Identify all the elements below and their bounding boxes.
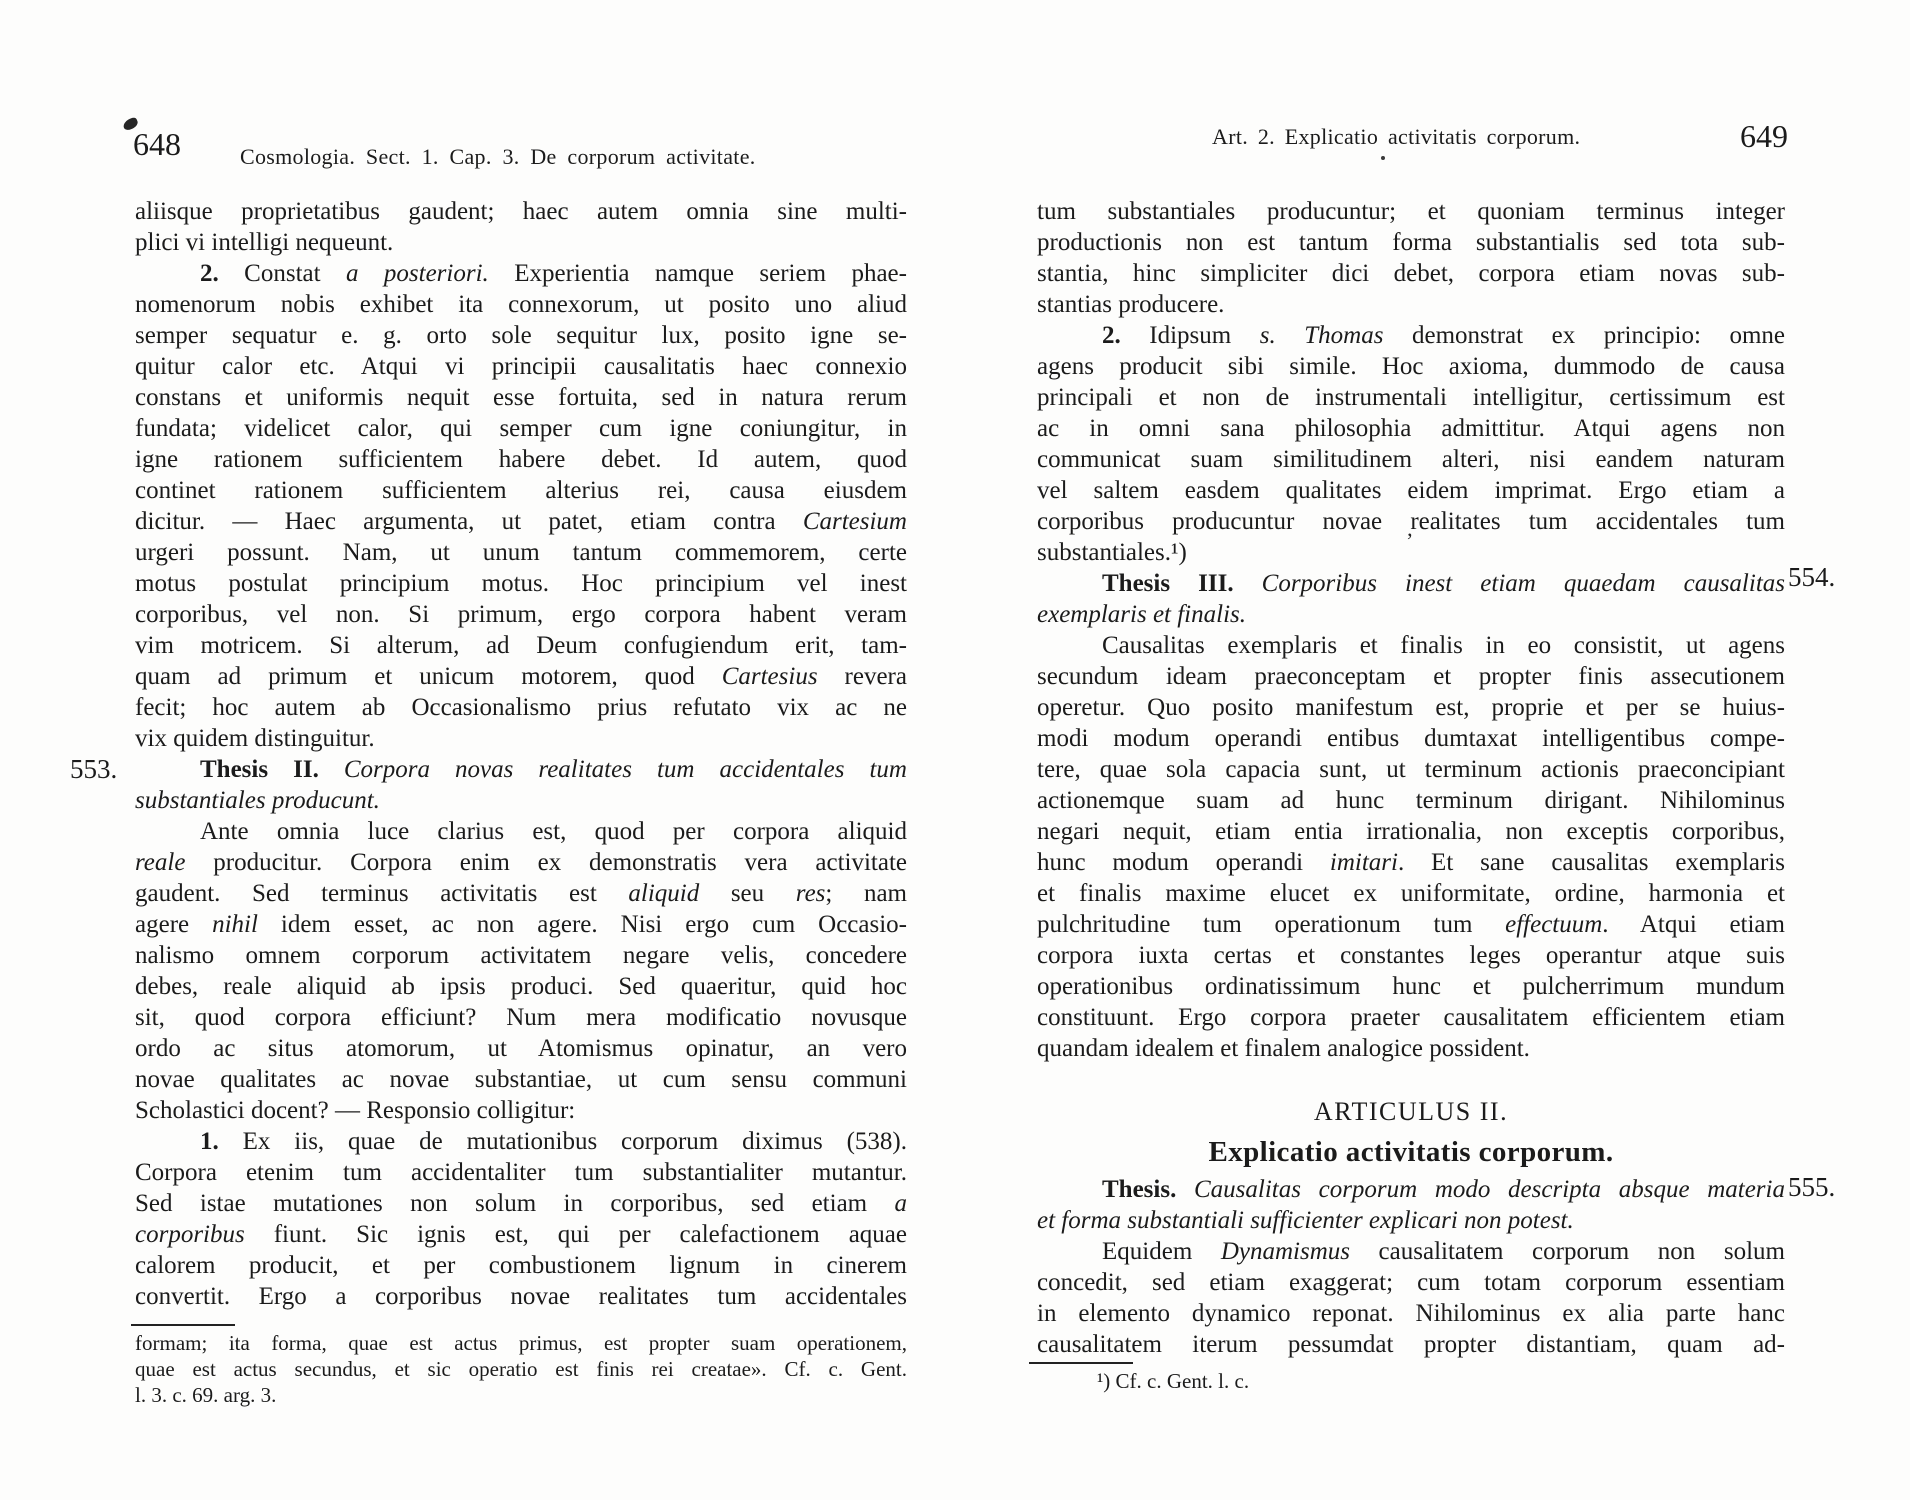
text-segment: Thesis III. — [1102, 570, 1262, 597]
text-segment: in elemento dynamico reponat. Nihilominus ex alia parte hanc — [1037, 1300, 1785, 1327]
text-segment: fiunt. Sic ignis est, qui per calefactionem aquae — [244, 1221, 907, 1248]
text-line — [135, 1356, 907, 1382]
text-segment: Experientia namque seriem phae- — [488, 260, 907, 287]
text-line — [1037, 444, 1785, 475]
margin-thesis-number-555: 555. — [1788, 1172, 1836, 1202]
text-segment: nalismo omnem corporum activitatem negare velis, concedere — [135, 942, 907, 969]
text-segment: ordo ac situs atomorum, ut Atomismus opinatur, an vero — [135, 1035, 907, 1062]
text-segment: modi modum operandi entibus dumtaxat intelligentibus compe- — [1037, 725, 1785, 752]
text-segment: seu — [699, 880, 796, 907]
right-page-column — [1037, 196, 1785, 1394]
text-line — [135, 1382, 907, 1408]
text-segment: exemplaris et finalis. — [1037, 601, 1246, 628]
text-segment: a posteriori. — [345, 260, 489, 287]
text-line — [1037, 1368, 1785, 1394]
text-segment: agens producit sibi simile. Hoc axioma, dummodo de causa — [1037, 353, 1785, 380]
text-line — [135, 444, 907, 475]
text-line — [1037, 196, 1785, 227]
text-line — [135, 909, 907, 940]
text-line — [135, 1002, 907, 1033]
text-segment: plici vi intelligi nequeunt. — [135, 229, 394, 256]
text-segment: vix quidem distinguitur. — [135, 725, 375, 752]
text-line — [1037, 785, 1785, 816]
footnote-rule-left — [131, 1324, 235, 1326]
text-line — [135, 754, 907, 785]
text-line — [1037, 723, 1785, 754]
text-segment: res — [795, 880, 826, 907]
text-line — [1037, 847, 1785, 878]
text-segment: negari nequit, etiam entia irrationalia, non exceptis corporibus, — [1037, 818, 1785, 845]
text-line — [1037, 661, 1785, 692]
text-segment: 2. — [200, 260, 245, 287]
text-line — [135, 816, 907, 847]
text-segment: Idipsum — [1149, 322, 1260, 349]
text-segment: calorem producit, et per combustionem lignum in cinerem — [135, 1252, 907, 1279]
text-line — [135, 847, 907, 878]
text-segment: nomenorum nobis exhibet ita connexorum, ut posito uno aliud — [135, 291, 907, 318]
text-segment: 2. — [1102, 322, 1150, 349]
text-line — [135, 785, 907, 816]
text-segment: quitur calor etc. Atqui vi principii causalitatis haec connexio — [135, 353, 907, 380]
text-segment: stantias producere. — [1037, 291, 1225, 318]
text-segment: ac in omni sana philosophia admittitur. Atqui agens non — [1037, 415, 1785, 442]
left-page-column — [135, 196, 907, 1408]
text-line — [135, 599, 907, 630]
text-segment: urgeri possunt. Nam, ut unum tantum commemorem, certe — [135, 539, 907, 566]
text-segment: Corpora etenim tum accidentaliter tum substantialiter mutantur. — [135, 1159, 907, 1186]
text-segment: causalitatem iterum pessumdat propter distantiam, quam ad- — [1037, 1331, 1785, 1358]
text-line — [135, 1250, 907, 1281]
footnote-right — [1037, 1368, 1785, 1394]
text-line — [135, 196, 907, 227]
text-line — [135, 227, 907, 258]
page-number-right: 649 — [1740, 118, 1788, 154]
text-line — [1037, 289, 1785, 320]
text-segment: sit, quod corpora efficiunt? Num mera modificatio novusque — [135, 1004, 907, 1031]
article-heading: ARTICULUS II. — [1313, 1097, 1509, 1126]
text-line — [1037, 971, 1785, 1002]
right-body-text — [1037, 196, 1785, 1360]
text-segment: Causalitas corporum modo descripta absque materia — [1193, 1176, 1785, 1203]
text-segment: quam ad primum et unicum motorem, quod — [135, 663, 722, 690]
text-line — [1037, 1267, 1785, 1298]
text-segment: corporibus, vel non. Si primum, ergo corpora habent veram — [135, 601, 907, 628]
text-line — [1037, 1329, 1785, 1360]
text-line — [1037, 816, 1785, 847]
text-segment: Corpora novas realitates tum accidentales tum — [343, 756, 907, 783]
text-line — [135, 1126, 907, 1157]
text-segment: . Atqui etiam — [1602, 911, 1785, 938]
text-line — [1037, 568, 1785, 599]
text-line — [135, 258, 907, 289]
text-line — [135, 723, 907, 754]
text-line — [1037, 940, 1785, 971]
text-segment: et finalis maxime elucet ex uniformitate, ordine, harmonia et — [1037, 880, 1785, 907]
text-line — [135, 289, 907, 320]
text-segment: agere — [135, 911, 213, 938]
text-line — [135, 661, 907, 692]
text-segment: aliisque proprietatibus gaudent; haec autem omnia sine multi- — [135, 198, 907, 225]
text-segment: gaudent. Sed terminus activitatis est — [135, 880, 629, 907]
text-segment: Constat — [244, 260, 346, 287]
running-header-left: Cosmologia. Sect. 1. Cap. 3. De corporum activitate. — [240, 144, 756, 169]
text-segment: Thesis II. — [200, 756, 344, 783]
text-segment: substantiales producunt. — [135, 787, 380, 814]
text-segment: tere, quae sola capacia sunt, ut terminum actionis praeconcipiant — [1037, 756, 1785, 783]
text-segment: stantia, hinc simpliciter dici debet, corpora etiam novas sub- — [1037, 260, 1785, 287]
text-line — [135, 1281, 907, 1312]
text-line — [1037, 692, 1785, 723]
text-segment: quandam idealem et finalem analogice possident. — [1037, 1035, 1530, 1062]
footnote-rule-right — [1029, 1362, 1133, 1364]
left-body-text — [135, 196, 907, 1312]
page-number-left: 648 — [133, 126, 181, 162]
text-line — [1037, 630, 1785, 661]
text-line — [135, 537, 907, 568]
text-segment: Causalitas exemplaris et finalis in eo consistit, ut agens — [1102, 632, 1785, 659]
text-segment: convertit. Ergo a corporibus novae realitates tum accidentales — [135, 1283, 907, 1310]
text-segment: Ante omnia luce clarius est, quod per corpora aliquid — [200, 818, 907, 845]
text-line — [1037, 227, 1785, 258]
text-segment: continet rationem sufficientem alterius rei, causa eiusdem — [135, 477, 907, 504]
text-segment: s. Thomas — [1259, 322, 1384, 349]
text-segment: constituunt. Ergo corpora praeter causalitatem efficientem etiam — [1037, 1004, 1785, 1031]
text-line — [135, 382, 907, 413]
text-segment: producitur. Corpora enim ex demonstratis vera activitate — [185, 849, 907, 876]
text-line — [135, 568, 907, 599]
text-segment: fundata; videlicet calor, qui semper cum igne coniungitur, in — [135, 415, 907, 442]
text-line — [1037, 382, 1785, 413]
text-line — [135, 630, 907, 661]
text-segment: communicat suam similitudinem alteri, nisi eandem naturam — [1037, 446, 1785, 473]
text-segment: quae est actus secundus, et sic operatio est finis rei creatae». Cf. c. Gent. — [135, 1357, 907, 1381]
text-segment: causalitatem corporum non solum — [1350, 1238, 1785, 1265]
text-segment: fecit; hoc autem ab Occasionalismo prius refutato vix ac ne — [135, 694, 907, 721]
text-line — [135, 1033, 907, 1064]
text-line — [135, 413, 907, 444]
text-segment: actionemque suam ad hunc terminum dirigant. Nihilominus — [1037, 787, 1785, 814]
text-segment: vel saltem easdem qualitates eidem imprimat. Ergo etiam a — [1037, 477, 1785, 504]
text-line — [1037, 413, 1785, 444]
text-line — [135, 692, 907, 723]
text-segment: aliquid — [628, 880, 700, 907]
text-line — [1037, 1174, 1785, 1205]
text-segment: Corporibus inest etiam quaedam causalitas — [1261, 570, 1785, 597]
text-segment: . Et sane causalitas exemplaris — [1397, 849, 1786, 876]
text-segment: tum substantiales producuntur; et quoniam terminus integer — [1037, 198, 1785, 225]
text-line — [1037, 258, 1785, 289]
text-segment: substantiales.¹) — [1037, 539, 1187, 566]
margin-thesis-number-554: 554. — [1788, 562, 1836, 592]
text-line — [135, 1064, 907, 1095]
text-line — [135, 506, 907, 537]
stray-dot-mark — [1381, 156, 1385, 160]
text-segment: operetur. Quo posito manifestum est, proprie et per se huius- — [1037, 694, 1785, 721]
text-segment: Equidem — [1102, 1238, 1221, 1265]
text-line — [135, 940, 907, 971]
text-segment: operationibus ordinatissimum hunc et pulcherrimum mundum — [1037, 973, 1785, 1000]
text-segment: semper sequatur e. g. orto sole sequitur lux, posito igne se- — [135, 322, 907, 349]
text-segment: vim motricem. Si alterum, ad Deum confugiendum erit, tam- — [135, 632, 907, 659]
text-segment: ¹) Cf. c. Gent. l. c. — [1097, 1369, 1250, 1393]
text-segment: Cartesium — [802, 508, 907, 535]
text-line — [135, 1188, 907, 1219]
text-segment: demonstrat ex principio: omne — [1383, 322, 1786, 349]
text-segment: formam; ita forma, quae est actus primus, est propter suam operationem, — [135, 1331, 907, 1355]
text-segment: corporibus — [135, 1221, 245, 1248]
text-segment: Dynamismus — [1220, 1238, 1350, 1265]
text-line — [1037, 1236, 1785, 1267]
text-segment: revera — [817, 663, 907, 690]
text-line — [135, 320, 907, 351]
text-line — [135, 1330, 907, 1356]
text-segment: et forma substantiali sufficienter explicari non potest. — [1037, 1207, 1574, 1234]
text-line — [135, 475, 907, 506]
text-line — [1037, 351, 1785, 382]
text-segment: novae qualitates ac novae substantiae, ut cum sensu communi — [135, 1066, 907, 1093]
text-segment: Ex iis, quae de mutationibus corporum diximus (538). — [242, 1128, 907, 1155]
text-line — [1037, 754, 1785, 785]
text-segment: constans et uniformis nequit esse fortuita, sed in natura rerum — [135, 384, 907, 411]
text-line — [1037, 1033, 1785, 1064]
text-segment: Sed istae mutationes non solum in corporibus, sed etiam — [135, 1190, 895, 1217]
text-line — [1037, 320, 1785, 351]
text-line — [1037, 1298, 1785, 1329]
margin-thesis-number-553: 553. — [70, 754, 118, 784]
text-line — [1037, 599, 1785, 630]
text-segment: ; nam — [825, 880, 907, 907]
text-segment: pulchritudine tum operationum tum — [1037, 911, 1506, 938]
text-segment: imitari — [1329, 849, 1398, 876]
text-segment: l. 3. c. 69. arg. 3. — [135, 1383, 277, 1407]
text-segment: Thesis. — [1102, 1176, 1194, 1203]
article-subheading: Explicatio activitatis corporum. — [1208, 1136, 1614, 1168]
text-line — [1037, 475, 1785, 506]
text-segment: corporibus producuntur novae realitates tum accidentales tum — [1037, 508, 1785, 535]
text-segment: concedit, sed etiam exaggerat; cum totam corporum essentiam — [1037, 1269, 1785, 1296]
stray-tick-mark: ’ — [1406, 528, 1414, 553]
text-segment: idem esset, ac non agere. Nisi ergo cum Occasio- — [257, 911, 907, 938]
text-line — [135, 971, 907, 1002]
text-line — [1037, 1205, 1785, 1236]
text-segment: 1. — [200, 1128, 243, 1155]
text-line — [1037, 537, 1785, 568]
text-segment: igne rationem sufficientem habere debet. Id autem, quod — [135, 446, 907, 473]
text-line — [135, 1219, 907, 1250]
text-line — [1037, 506, 1785, 537]
text-line — [1037, 909, 1785, 940]
text-segment: nihil — [212, 911, 258, 938]
text-line — [135, 1095, 907, 1126]
text-segment: secundum ideam praeconceptam et propter finis assecutionem — [1037, 663, 1785, 690]
text-segment: motus postulat principium motus. Hoc principium vel inest — [135, 570, 907, 597]
text-segment: principali et non de instrumentali intelligitur, certissimum est — [1037, 384, 1785, 411]
text-line — [1037, 878, 1785, 909]
text-line — [135, 1157, 907, 1188]
text-segment: hunc modum operandi — [1037, 849, 1330, 876]
text-line — [135, 878, 907, 909]
text-segment: Scholastici docent? — Responsio colligitur: — [135, 1097, 576, 1124]
running-header-right: Art. 2. Explicatio activitatis corporum. — [1212, 124, 1581, 149]
text-segment: a — [894, 1190, 907, 1217]
text-line — [1037, 1002, 1785, 1033]
text-segment: effectuum — [1505, 911, 1603, 938]
text-segment: corpora iuxta certas et constantes leges operantur atque suis — [1037, 942, 1785, 969]
text-segment: Cartesius — [721, 663, 818, 690]
text-segment: debes, reale aliquid ab ipsis produci. Sed quaeritur, quid hoc — [135, 973, 907, 1000]
text-segment: dicitur. — Haec argumenta, ut patet, etiam contra — [135, 508, 803, 535]
text-segment: reale — [135, 849, 186, 876]
text-segment: productionis non est tantum forma substantialis sed tota sub- — [1037, 229, 1785, 256]
footnote-left — [135, 1330, 907, 1408]
text-line — [135, 351, 907, 382]
